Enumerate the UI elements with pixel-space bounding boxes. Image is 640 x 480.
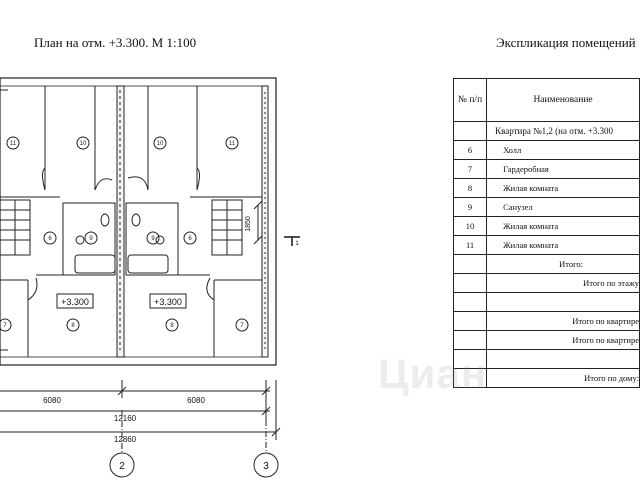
dimension-total: 12860	[113, 435, 137, 444]
axis-label-2: 2	[119, 461, 125, 472]
table-row: 11 Жилая комната	[454, 236, 640, 255]
outer-wall	[0, 78, 276, 365]
room-number: 9	[151, 236, 155, 242]
room-number: 11	[228, 141, 236, 147]
room-number: 6	[48, 236, 52, 242]
blank-row	[454, 293, 640, 312]
watermark-logo: Циан	[378, 350, 488, 397]
room-number: 8	[170, 323, 174, 329]
total-apt2-row: Итого по квартире	[454, 331, 640, 350]
dimension-left: 6080	[43, 396, 61, 405]
room-number: 6	[188, 236, 192, 242]
dimension-vertical: 1850	[245, 216, 252, 232]
section-mark-label: 1	[295, 241, 299, 247]
room-number: 8	[71, 323, 75, 329]
total-row: Итого:	[454, 255, 640, 274]
total-house-row: Итого по дому:	[454, 369, 640, 388]
inner-outline	[0, 86, 266, 357]
room-number: 7	[240, 323, 244, 329]
explication-title: Экспликация помещений	[496, 35, 636, 50]
total-apt1-row: Итого по квартире	[454, 312, 640, 331]
room-number: 9	[89, 236, 93, 242]
dimension-mid: 12160	[113, 414, 137, 423]
col-header-name: Наименование	[487, 79, 640, 122]
table-row: 8 Жилая комната	[454, 179, 640, 198]
room-number: 11	[9, 141, 17, 147]
table-row: 10 Жилая комната	[454, 217, 640, 236]
axis-label-3: 3	[263, 461, 269, 472]
room-number: 10	[79, 141, 87, 147]
plan-title: План на отм. +3.300. М 1:100	[34, 35, 197, 50]
col-header-num: № п/п	[454, 79, 487, 122]
section-row: Квартира №1,2 (на отм. +3.300	[487, 122, 640, 141]
level-mark-text: +3.300	[61, 297, 89, 307]
table-row: 6 Холл	[454, 141, 640, 160]
table-row: 7 Гардеробная	[454, 160, 640, 179]
total-floor-row: Итого по этажу	[454, 274, 640, 293]
dimension-right: 6080	[187, 396, 205, 405]
table-row: 9 Санузел	[454, 198, 640, 217]
room-number: 7	[3, 323, 7, 329]
explication-table	[453, 78, 640, 388]
room-number: 10	[156, 141, 164, 147]
level-mark-text: +3.300	[154, 297, 182, 307]
